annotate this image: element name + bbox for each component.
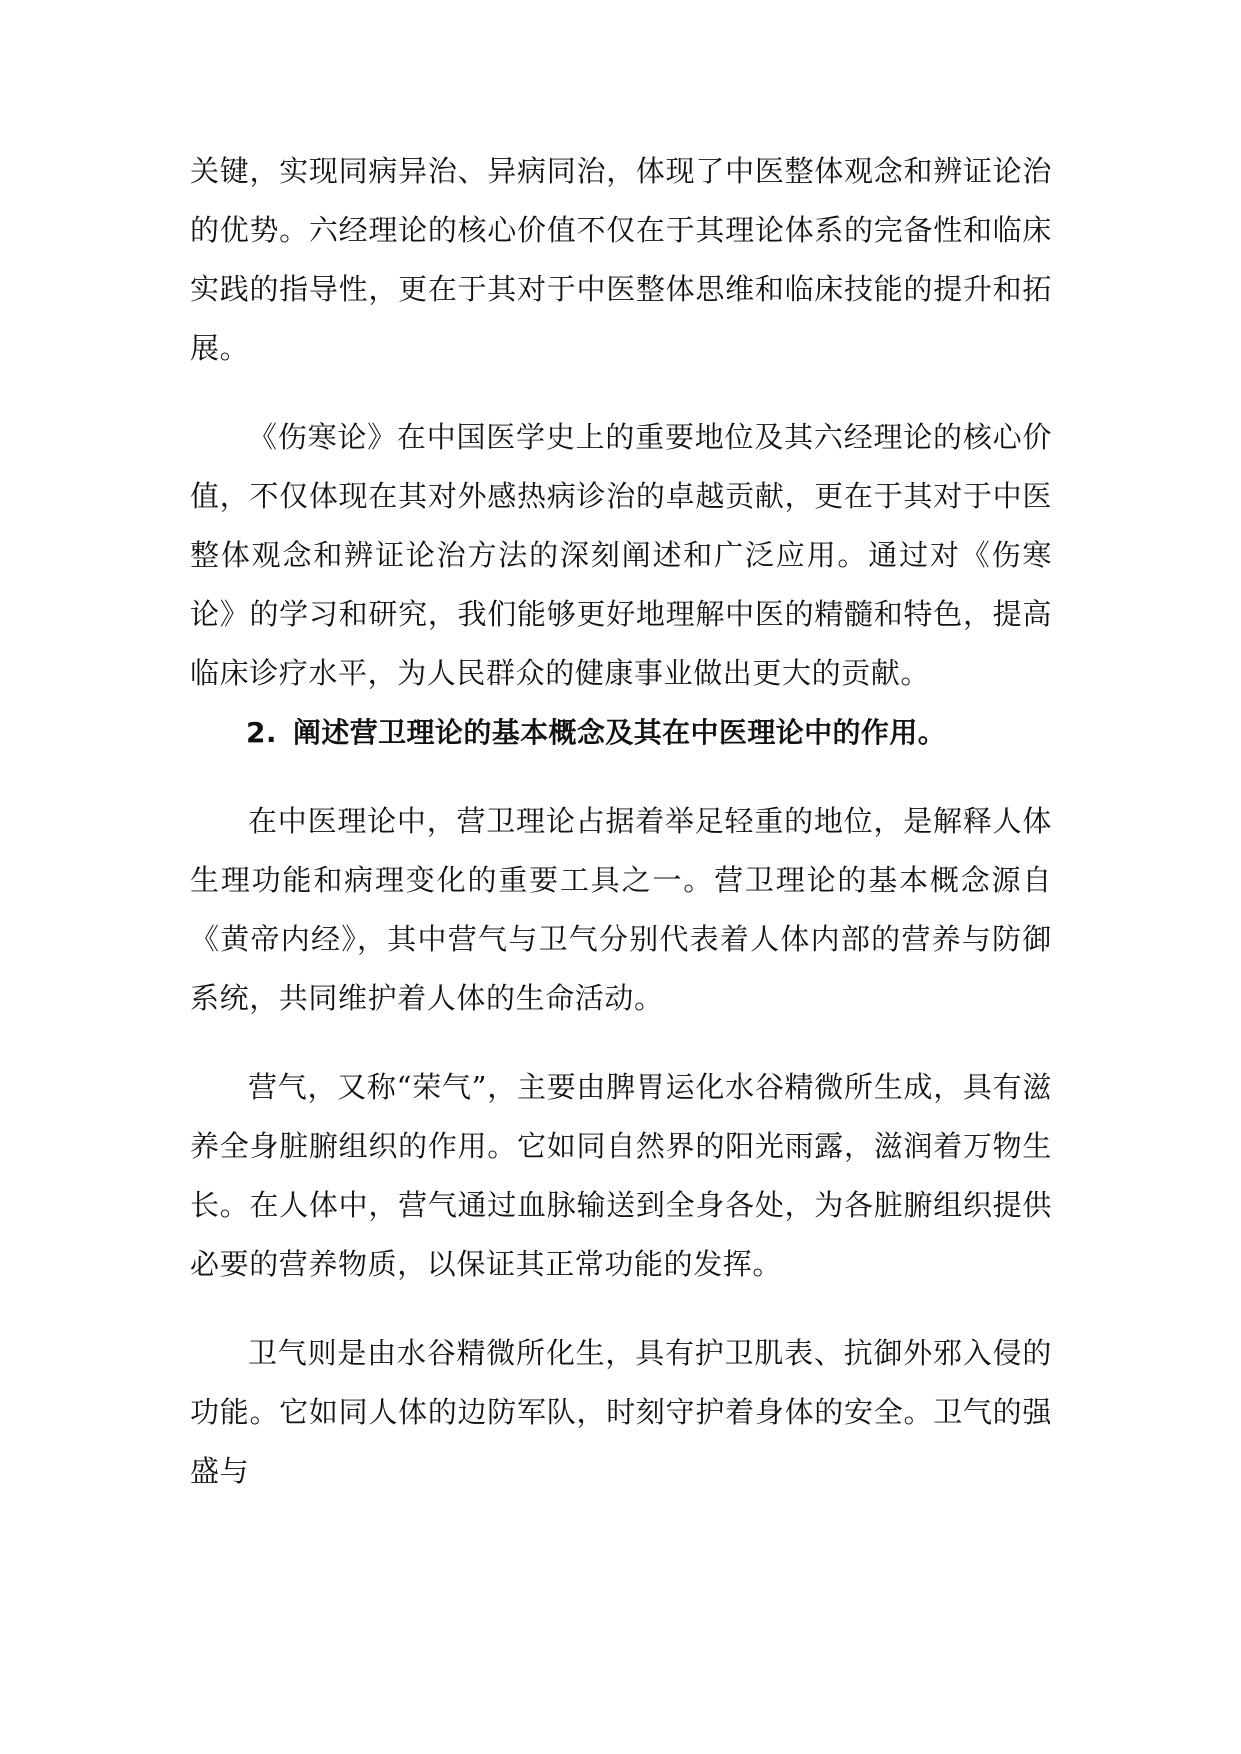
section-number: 2. <box>246 716 277 749</box>
paragraph-weiqi: 卫气则是由水谷精微所化生，具有护卫肌表、抗御外邪入侵的功能。它如同人体的边防军队，时刻守护着身体的安全。卫气的强盛与 <box>190 1336 1052 1488</box>
paragraph-shanghanlun-value: 《伤寒论》在中国医学史上的重要地位及其六经理论的核心价值，不仅体现在其对外感热病诊治的卓越贡献，更在于其对于中医整体观念和辨证论治方法的深刻阐述和广泛应用。通过对《伤寒论》的学习和研究，我们能够更好地理解中医的精髓和特色，提高临床诊疗水平，为人民群众的健康事业做出更大的贡献。 <box>190 420 1052 690</box>
paragraph-yingwei-intro: 在中医理论中，营卫理论占据着举足轻重的地位，是解释人体生理功能和病理变化的重要工具之一。营卫理论的基本概念源自《黄帝内经》，其中营气与卫气分别代表着人体内部的营养与防御系统，共同维护着人体的生命活动。 <box>190 804 1052 1015</box>
paragraph-yingqi: 营气，又称“荣气”，主要由脾胃运化水谷精微所生成，具有滋养全身脏腑组织的作用。它如同自然界的阳光雨露，滋润着万物生长。在人体中，营气通过血脉输送到全身各处，为各脏腑组织提供必要的营养物质，以保证其正常功能的发挥。 <box>190 1070 1052 1281</box>
document-body <box>190 142 1052 1501</box>
section-title: 阐述营卫理论的基本概念及其在中医理论中的作用。 <box>292 716 947 749</box>
paragraph-continuation: 关键，实现同病异治、异病同治，体现了中医整体观念和辨证论治的优势。六经理论的核心价值不仅在于其理论体系的完备性和临床实践的指导性，更在于其对于中医整体思维和临床技能的提升和拓展。 <box>190 154 1052 365</box>
section-heading <box>190 703 1052 762</box>
